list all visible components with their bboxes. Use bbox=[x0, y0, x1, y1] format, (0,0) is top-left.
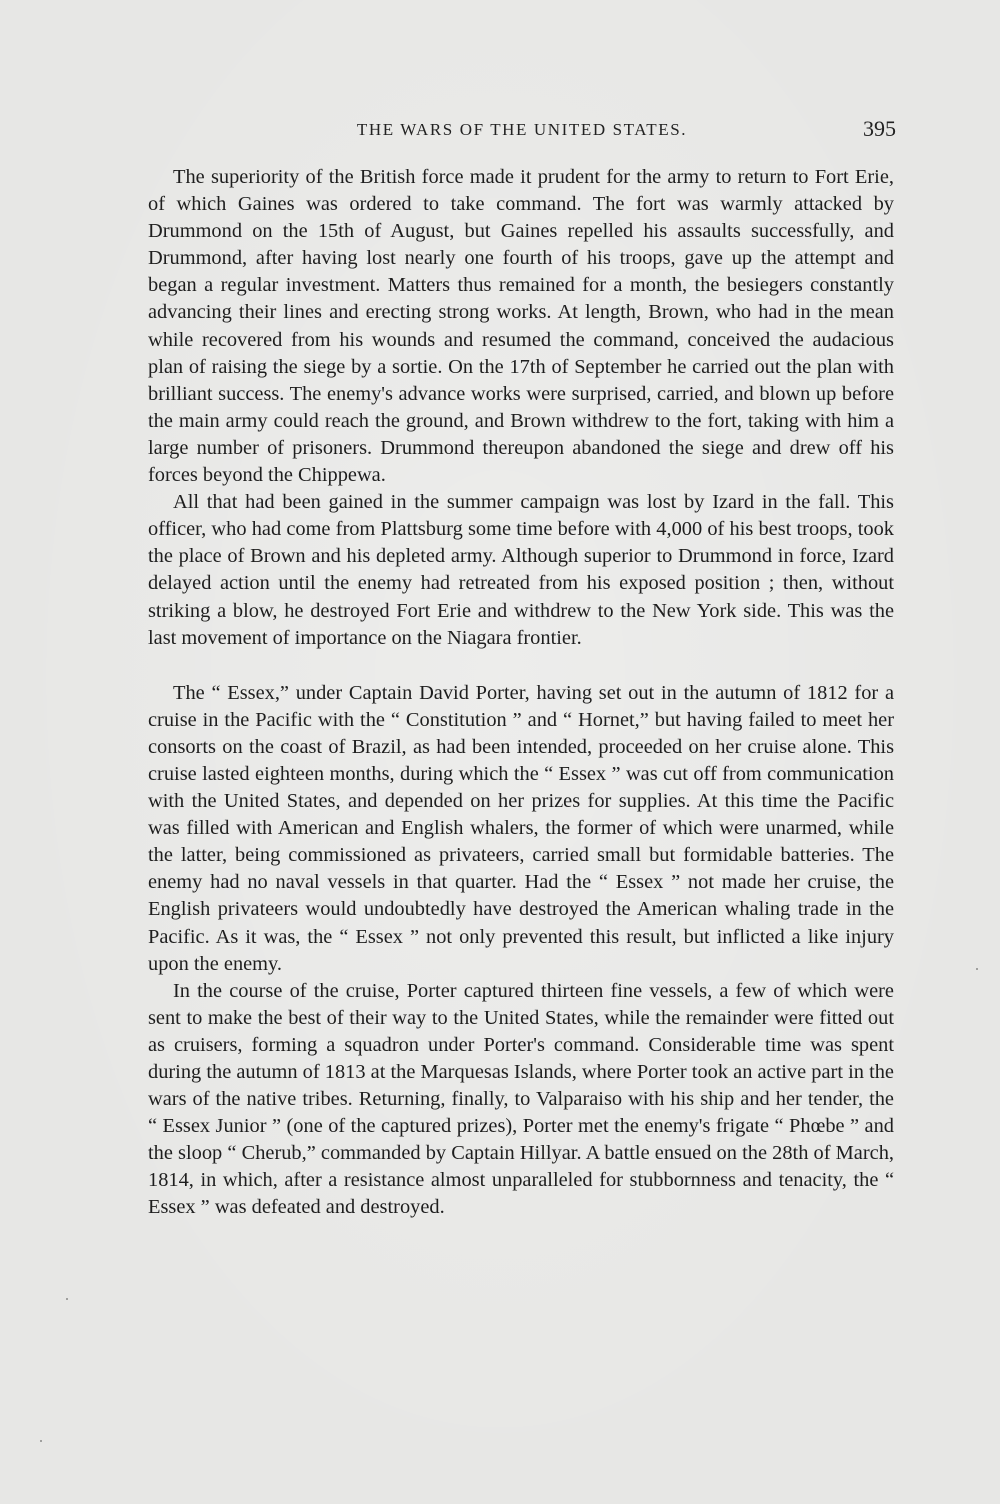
paragraph-essex-cruise: The “ Essex,” under Captain David Porter, having set out in the autumn of 1812 for a cruise in the Pacific with the “ Constitution ” and “ Hornet,” but having failed to meet her consorts on the coast of Brazil, as had been intended, proceeded on her cruise alone. This cruise lasted eighteen months, during which the “ Essex ” was cut off from communication with the United States, and depended on her prizes for supplies. At this time the Pacific was filled with American and English whalers, the former of which were unarmed, while the latter, being commissioned as privateers, carried small but formidable batteries. The enemy had no naval vessels in that quarter. Had the “ Essex ” not made her cruise, the English privateers would undoubtedly have destroyed the American whaling trade in the Pacific. As it was, the “ Essex ” not only prevented this result, but inflicted a like injury upon the enemy. bbox=[148, 681, 894, 975]
paper-speck bbox=[66, 1298, 68, 1300]
running-title: THE WARS OF THE UNITED STATES. bbox=[356, 120, 688, 139]
paper-speck bbox=[40, 1440, 42, 1442]
paper-speck bbox=[976, 968, 978, 970]
page-number: 395 bbox=[863, 116, 896, 141]
paragraph-essex-battle: In the course of the cruise, Porter captured thirteen fine vessels, a few of which were sent to make the best of their way to the United States, while the remainder were fitted out as cruisers, forming a squadron under Porter's command. Considerable time was spent during the autumn of 1813 at the Marquesas Islands, where Porter took an active part in the wars of the native tribes. Returning, finally, to Valparaiso with his ship and her tender, the “ Essex Junior ” (one of the captured prizes), Porter met the enemy's frigate “ Phœbe ” and the sloop “ Cherub,” commanded by Captain Hillyar. A battle ensued on the 28th of March, 1814, in which, after a resistance almost unparalleled for stubbornness and tenacity, the “ Essex ” was defeated and destroyed. bbox=[148, 979, 894, 1219]
paragraph-izard: All that had been gained in the summer campaign was lost by Izard in the fall. This officer, who had come from Plattsburg some time before with 4,000 of his best troops, took the place of Brown and his depleted army. Although superior to Drummond in force, Izard delayed action until the enemy had retreated from his exposed position ; then, without striking a blow, he destroyed Fort Erie and withdrew to the New York side. This was the last movement of importance on the Niagara frontier. bbox=[148, 491, 894, 649]
body-text bbox=[148, 164, 894, 1222]
paragraph-fort-erie: The superiority of the British force made it prudent for the army to return to Fort Erie, of which Gaines was ordered to take command. The fort was warmly attacked by Drummond on the 15th of August, but Gaines repelled his assaults successfully, and Drummond, after having lost nearly one fourth of his troops, gave up the attempt and began a regular investment. Matters thus remained for a month, the besiegers constantly advancing their lines and erecting strong works. At length, Brown, who had in the mean while recovered from his wounds and resumed the command, conceived the audacious plan of raising the siege by a sortie. On the 17th of September he carried out the plan with brilliant success. The enemy's advance works were surprised, carried, and blown up before the main army could reach the ground, and Brown withdrew to the fort, taking with him a large number of prisoners. Drummond thereupon abandoned the siege and drew off his forces beyond the Chippewa. bbox=[148, 166, 894, 487]
running-head bbox=[148, 116, 896, 146]
